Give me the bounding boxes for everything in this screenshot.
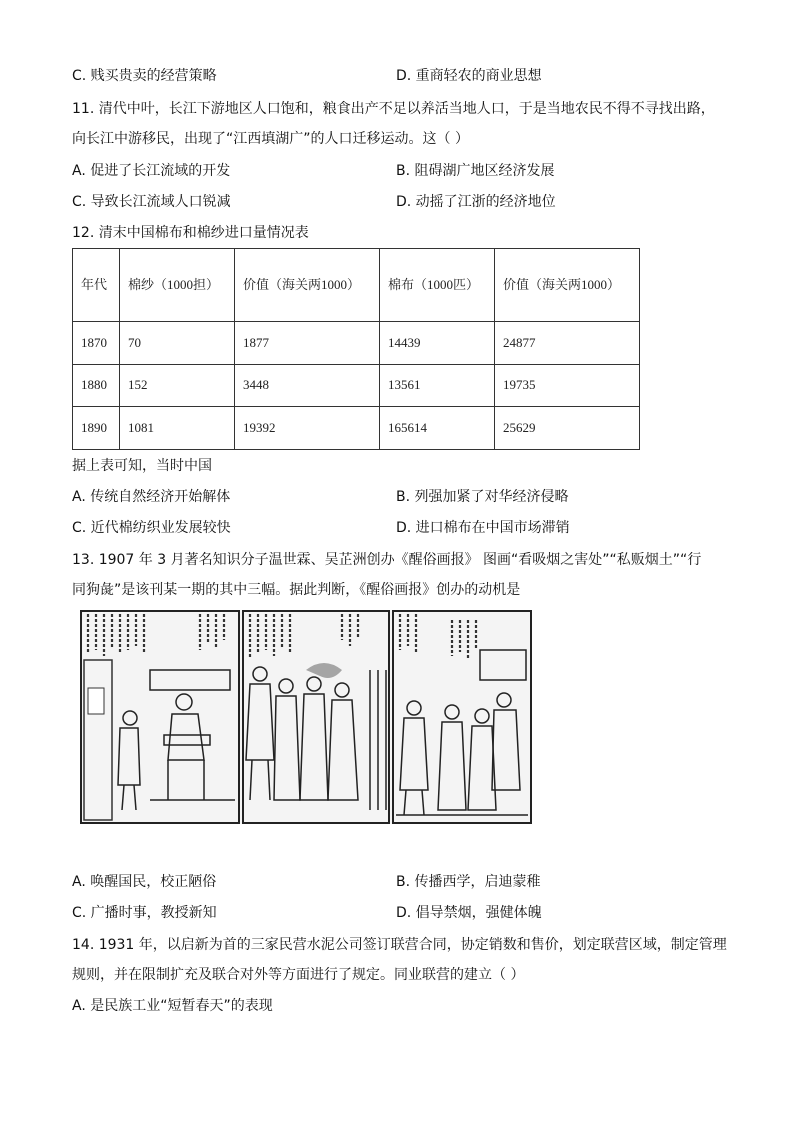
q13-option-a: A. 唤醒国民，校正陋俗 xyxy=(72,874,217,890)
q11-option-a: A. 促进了长江流域的开发 xyxy=(72,163,231,179)
q11-stem-line2: 向长江中游移民，出现了“江西填湖广”的人口迁移运动。这（ ） xyxy=(72,131,469,147)
q14-stem-line2: 规则，并在限制扩充及联合对外等方面进行了规定。同业联营的建立（ ） xyxy=(72,967,525,983)
import-table xyxy=(72,248,640,450)
q13-stem-line2: 同狗彘”是该刊某一期的其中三幅。据此判断，《醒俗画报》创办的动机是 xyxy=(72,582,521,598)
table-cell: 14439 xyxy=(380,322,495,365)
table-cell: 1877 xyxy=(235,322,380,365)
q13-option-b: B. 传播西学，启迪蒙稚 xyxy=(396,874,541,890)
table-header-cell: 棉布（1000匹） xyxy=(380,249,495,322)
q12-option-c: C. 近代棉纺织业发展较快 xyxy=(72,520,231,536)
q11-option-c: C. 导致长江流域人口锐减 xyxy=(72,194,231,210)
q12-after-table: 据上表可知，当时中国 xyxy=(72,458,212,474)
q12-option-a: A. 传统自然经济开始解体 xyxy=(72,489,231,505)
table-cell: 165614 xyxy=(380,407,495,450)
q13-option-d: D. 倡导禁烟，强健体魄 xyxy=(396,905,542,921)
q10-option-d: D. 重商轻农的商业思想 xyxy=(396,68,542,84)
q11-option-b: B. 阻碍湖广地区经济发展 xyxy=(396,163,555,179)
q14-option-a: A. 是民族工业“短暂春天”的表现 xyxy=(72,998,273,1014)
table-cell: 3448 xyxy=(235,364,380,407)
table-cell: 152 xyxy=(120,364,235,407)
table-cell: 24877 xyxy=(495,322,640,365)
table-cell: 70 xyxy=(120,322,235,365)
q12-option-b: B. 列强加紧了对华经济侵略 xyxy=(396,489,569,505)
table-cell: 1081 xyxy=(120,407,235,450)
table-cell: 13561 xyxy=(380,364,495,407)
table-cell: 1880 xyxy=(73,364,120,407)
table-row xyxy=(73,364,640,407)
q10-option-c: C. 贱买贵卖的经营策略 xyxy=(72,68,217,84)
q11-stem-line1: 11. 清代中叶，长江下游地区人口饱和，粮食出产不足以养活当地人口，于是当地农民不得不寻找出路， xyxy=(72,101,715,117)
table-row xyxy=(73,407,640,450)
q13-stem-line1: 13. 1907 年 3 月著名知识分子温世霖、吴芷洲创办《醒俗画报》 图画“看吸烟之害处”“私贩烟土”“行 xyxy=(72,552,702,568)
table-cell: 25629 xyxy=(495,407,640,450)
q12-title: 12. 清末中国棉布和棉纱进口量情况表 xyxy=(72,225,309,241)
table-header-cell: 价值（海关两1000） xyxy=(235,249,380,322)
woodcut-illustration-icon xyxy=(80,610,532,824)
q12-option-d: D. 进口棉布在中国市场滞销 xyxy=(396,520,570,536)
table-cell: 1890 xyxy=(73,407,120,450)
table-row xyxy=(73,322,640,365)
table-cell: 19735 xyxy=(495,364,640,407)
q11-option-d: D. 动摇了江浙的经济地位 xyxy=(396,194,556,210)
table-header-row xyxy=(73,249,640,322)
table-header-cell: 年代 xyxy=(73,249,120,322)
table-cell: 1870 xyxy=(73,322,120,365)
table-cell: 19392 xyxy=(235,407,380,450)
table-header-cell: 棉纱（1000担） xyxy=(120,249,235,322)
q14-stem-line1: 14. 1931 年，以启新为首的三家民营水泥公司签订联营合同，协定销数和售价，划定联营区域，制定管理 xyxy=(72,937,727,953)
table-header-cell: 价值（海关两1000） xyxy=(495,249,640,322)
q13-option-c: C. 广播时事，教授新知 xyxy=(72,905,217,921)
